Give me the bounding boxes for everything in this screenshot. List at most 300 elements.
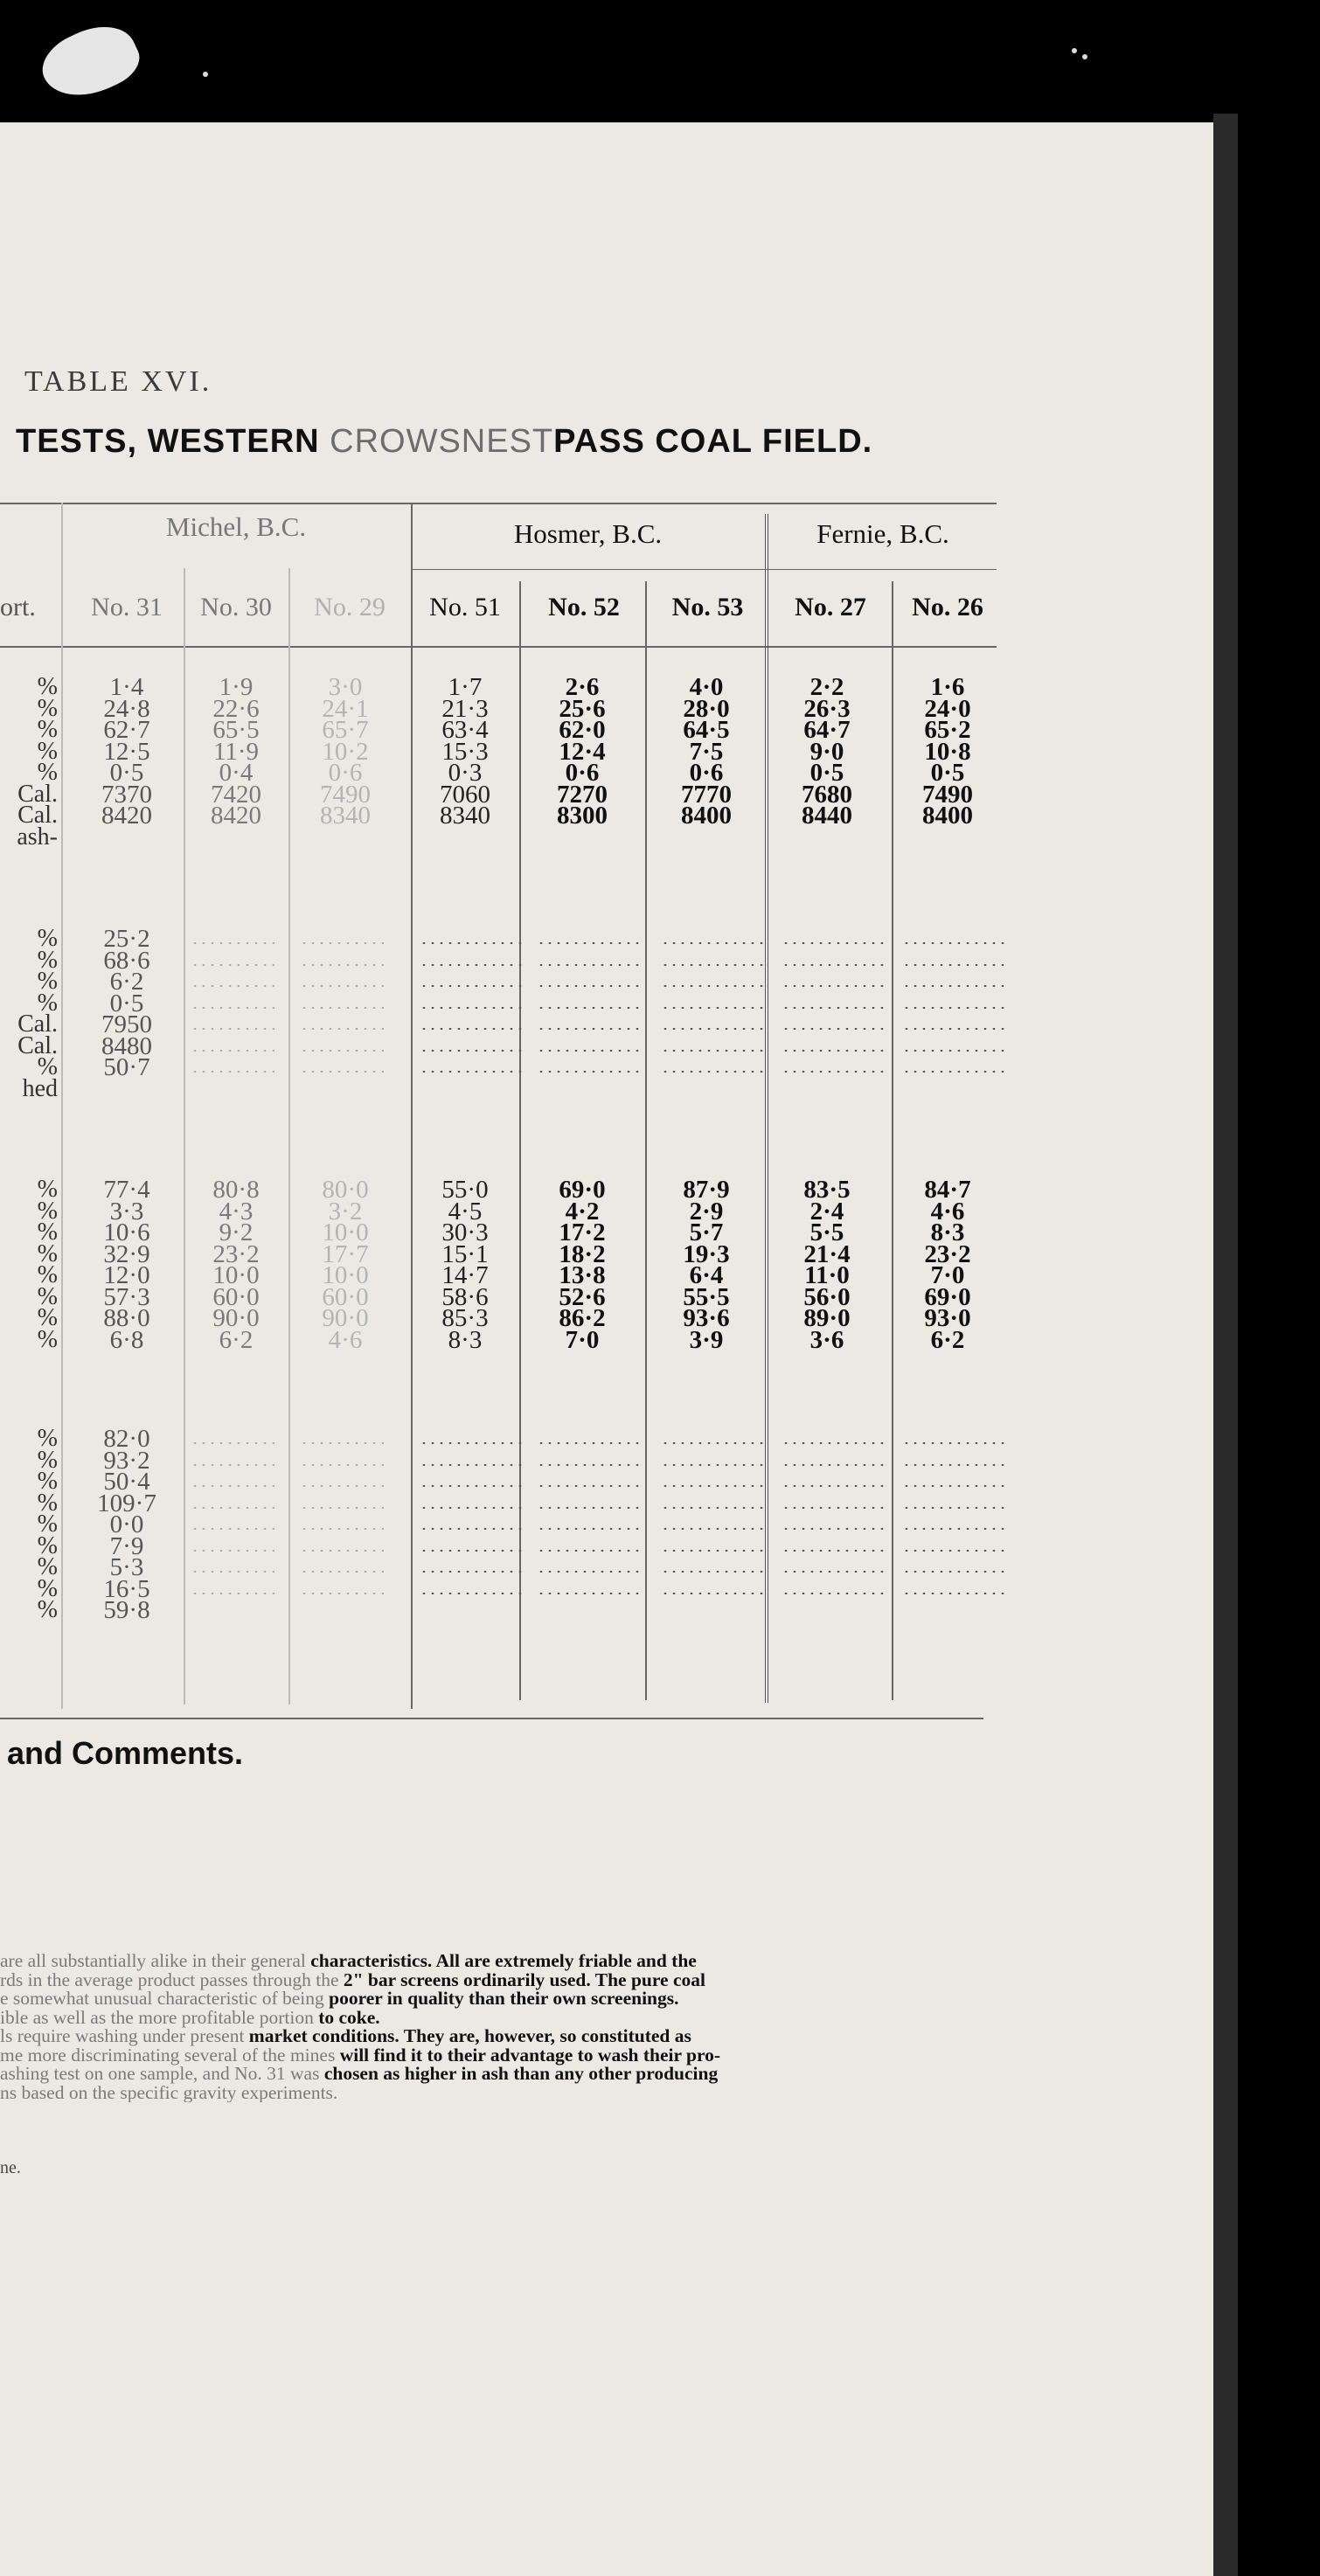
dot-leader: [902, 1593, 1009, 1594]
row-label: %: [37, 1219, 58, 1246]
table-cell: 18·2: [559, 1239, 606, 1268]
table-cell: 4·6: [930, 1197, 965, 1226]
paragraph-line: [0, 1968, 992, 1990]
table-cell: 69·0: [559, 1176, 606, 1204]
table-cell: 10·0: [212, 1261, 260, 1289]
table-cell: 60·0: [212, 1282, 260, 1311]
table-cell: 0·5: [930, 759, 965, 787]
table-cell: 93·0: [924, 1304, 971, 1332]
paragraph-faint-text: ashing test on one sample, and No. 31 was: [0, 2063, 324, 2084]
table-cell: 21·4: [803, 1239, 851, 1268]
table-cell: 30·3: [441, 1219, 489, 1246]
dot-leader: [902, 942, 1009, 944]
dot-leader: [661, 1485, 768, 1487]
table-cell: 8·3: [930, 1219, 965, 1246]
table-cell: 55·0: [441, 1176, 489, 1204]
dot-leader: [300, 1593, 384, 1594]
group-hosmer: Hosmer, B.C.: [513, 518, 663, 549]
table-cell: 59·8: [103, 1596, 150, 1624]
table-cell: 10·0: [322, 1261, 369, 1289]
table-cell: 93·2: [103, 1446, 150, 1475]
dot-leader: [661, 1507, 768, 1509]
column-header-no30: No. 30: [200, 593, 272, 621]
dot-leader: [902, 1507, 1009, 1509]
dot-leader: [782, 1464, 888, 1466]
dot-leader: [300, 964, 384, 966]
dot-leader: [191, 1571, 274, 1573]
table-cell: 4·2: [565, 1197, 600, 1226]
table-cell: 13·8: [559, 1261, 606, 1289]
table-cell: 11·0: [804, 1261, 850, 1289]
dot-leader: [537, 942, 643, 944]
table-cell: 6·2: [219, 1325, 254, 1354]
table-cell: 3·9: [689, 1325, 724, 1354]
dot-leader: [902, 1050, 1009, 1052]
dot-leader: [420, 942, 526, 944]
table-cell: 10·2: [322, 737, 369, 766]
dot-leader: [420, 1028, 526, 1030]
table-cell: 4·3: [219, 1197, 254, 1226]
dot-leader: [782, 942, 888, 944]
dot-leader: [537, 1050, 643, 1052]
paragraph-bold-text: characteristics. All are extremely friable and the: [310, 1952, 697, 1971]
dot-leader: [537, 1528, 643, 1530]
dot-leader: [902, 1007, 1009, 1009]
table-cell: 62·7: [103, 716, 150, 744]
paragraph-faint-text: ls require washing under present: [0, 2025, 249, 2046]
paragraph-line: [0, 1952, 992, 1971]
row-label: %: [37, 1468, 58, 1495]
dot-leader: [300, 1071, 384, 1073]
row-label: %: [37, 716, 58, 743]
row-label: Cal.: [17, 802, 58, 829]
table-cell: 60·0: [322, 1282, 369, 1311]
dot-leader: [537, 1464, 643, 1466]
table-cell: 80·8: [212, 1176, 260, 1204]
table-cell: 68·6: [103, 946, 150, 975]
column-divider: [61, 503, 63, 1709]
table-cell: 8420: [211, 802, 261, 830]
paragraph-line: [0, 2065, 992, 2084]
row-label: %: [37, 1574, 58, 1602]
table-cell: 57·3: [103, 1282, 150, 1311]
dot-leader: [782, 1071, 888, 1073]
dot-leader: [661, 1050, 768, 1052]
table-cell: 22·6: [212, 694, 260, 723]
paragraph-bold-text: chosen as higher in ash than any other producing: [323, 2063, 719, 2084]
row-label: %: [37, 1553, 58, 1580]
table-cell: 7680: [802, 780, 852, 809]
paragraph-faint-text: are all substantially alike in their general: [0, 1952, 311, 1971]
table-cell: 8300: [557, 802, 608, 830]
table-cell: 2·4: [809, 1197, 844, 1226]
table-cell: 9·2: [219, 1219, 254, 1246]
table-cell: 25·2: [103, 925, 150, 953]
group-michel: Michel, B.C.: [165, 511, 307, 542]
table-cell: 1·6: [930, 673, 965, 701]
table-cell: 7270: [557, 780, 608, 809]
dot-leader: [300, 1028, 384, 1030]
paragraph-bold-text: poorer in quality than their own screenings.: [329, 1988, 679, 2009]
row-label: %: [37, 1053, 58, 1080]
column-divider: [645, 581, 647, 1700]
column-divider: [765, 514, 768, 1703]
table-cell: 64·7: [803, 716, 851, 744]
paragraph-bold-text: 2" bar screens ordinarily used. The pure coal: [343, 1968, 705, 1990]
table-cell: 24·8: [103, 694, 150, 723]
dot-leader: [191, 1071, 274, 1073]
table-cell: 63·4: [441, 716, 489, 744]
dot-leader: [902, 985, 1009, 987]
table-cell: 93·6: [683, 1304, 730, 1332]
dot-leader: [661, 1593, 768, 1594]
dot-leader: [661, 1464, 768, 1466]
table-cell: 0·5: [109, 759, 144, 787]
dot-leader: [782, 1442, 888, 1444]
table-cell: 109·7: [97, 1489, 156, 1517]
dot-leader: [661, 964, 768, 966]
table-cell: 2·9: [689, 1197, 724, 1226]
table-cell: 7·0: [565, 1325, 600, 1354]
dot-leader: [661, 1571, 768, 1573]
column-header-no53: No. 53: [671, 593, 744, 621]
dot-leader: [902, 1442, 1009, 1444]
dot-leader: [902, 1528, 1009, 1530]
table-cell: 28·0: [683, 694, 730, 723]
scan-artifact: [1072, 48, 1077, 53]
dot-leader: [661, 1028, 768, 1030]
dot-leader: [537, 1507, 643, 1509]
paragraph-bold-text: to coke.: [318, 2006, 380, 2028]
table-cell: 24·0: [924, 694, 971, 723]
dot-leader: [782, 1028, 888, 1030]
table-cell: 5·7: [689, 1219, 724, 1246]
dot-leader: [782, 1485, 888, 1487]
table-cell: 64·5: [683, 716, 730, 744]
table-cell: 8480: [101, 1031, 152, 1060]
table-cell: 0·6: [689, 759, 724, 787]
paragraph-line: [0, 1989, 992, 2009]
table-cell: 1·4: [109, 673, 144, 701]
dot-leader: [537, 1485, 643, 1487]
table-cell: 3·3: [109, 1197, 144, 1226]
row-label: %: [37, 1176, 58, 1203]
dot-leader: [420, 1507, 526, 1509]
table-cell: 21·3: [441, 694, 489, 723]
table-cell: 17·2: [559, 1219, 606, 1246]
dot-leader: [300, 1528, 384, 1530]
dot-leader: [902, 964, 1009, 966]
row-label: %: [37, 694, 58, 722]
row-label: Cal.: [17, 1031, 58, 1059]
row-label: %: [37, 925, 58, 952]
table-cell: 1·9: [219, 673, 254, 701]
table-cell: 80·0: [322, 1176, 369, 1204]
table-cell: 17·7: [322, 1239, 369, 1268]
column-header-no31: No. 31: [91, 593, 163, 621]
page-edge-shadow: [1213, 114, 1238, 2576]
table-cell: 0·3: [448, 759, 483, 787]
table-cell: 8440: [802, 802, 852, 830]
column-divider: [519, 581, 521, 1700]
table-cell: 12·4: [559, 737, 606, 766]
row-label: %: [37, 968, 58, 995]
dot-leader: [420, 1442, 526, 1444]
table-cell: 8400: [922, 802, 973, 830]
table-cell: 58·6: [441, 1282, 489, 1311]
paragraph-faint-text: me more discriminating several of the mines: [0, 2044, 340, 2066]
dot-leader: [420, 1571, 526, 1573]
dot-leader: [300, 1550, 384, 1552]
row-label: %: [37, 1197, 58, 1225]
dot-leader: [420, 1050, 526, 1052]
dot-leader: [661, 1007, 768, 1009]
table-cell: 90·0: [322, 1304, 369, 1332]
dot-leader: [782, 1550, 888, 1552]
table-cell: 15·3: [441, 737, 489, 766]
header-rule: [0, 646, 997, 648]
table-cell: 5·5: [809, 1219, 844, 1246]
table-cell: 24·1: [322, 694, 369, 723]
table-cell: 1·7: [448, 673, 483, 701]
dot-leader: [300, 1464, 384, 1466]
table-cell: 7370: [101, 780, 152, 809]
remarks-heading: and Comments.: [7, 1735, 244, 1771]
paragraph-faint-text: ible as well as the more profitable portion: [0, 2006, 319, 2028]
table-cell: 85·3: [441, 1304, 489, 1332]
row-label: Cal.: [17, 780, 58, 808]
dot-leader: [420, 1007, 526, 1009]
dot-leader: [191, 1485, 274, 1487]
row-label: %: [37, 946, 58, 974]
dot-leader: [420, 1528, 526, 1530]
row-stub-header: ort.: [0, 593, 36, 621]
table-cell: 10·6: [103, 1219, 150, 1246]
dot-leader: [782, 964, 888, 966]
dot-leader: [191, 1028, 274, 1030]
paragraph-line: [0, 2046, 992, 2066]
table-cell: 7·9: [109, 1531, 144, 1560]
row-label: %: [37, 1425, 58, 1452]
dot-leader: [537, 1007, 643, 1009]
dot-leader: [420, 985, 526, 987]
table-cell: 23·2: [924, 1239, 971, 1268]
table-cell: 86·2: [559, 1304, 606, 1332]
table-cell: 84·7: [924, 1176, 971, 1204]
table-cell: 90·0: [212, 1304, 260, 1332]
table-bottom-rule: [0, 1718, 983, 1719]
table-cell: 7770: [681, 780, 732, 809]
table-cell: 15·1: [441, 1239, 489, 1268]
dot-leader: [300, 1571, 384, 1573]
row-label: %: [37, 673, 58, 700]
dot-leader: [537, 985, 643, 987]
dot-leader: [420, 1550, 526, 1552]
table-cell: 7950: [101, 1010, 152, 1038]
paragraph-line: [0, 2006, 992, 2028]
table-cell: 4·6: [328, 1325, 363, 1354]
table-cell: 10·8: [924, 737, 971, 766]
dot-leader: [782, 1050, 888, 1052]
column-header-no26: No. 26: [912, 593, 983, 621]
table-cell: 32·9: [103, 1239, 150, 1268]
table-cell: 69·0: [924, 1282, 971, 1311]
row-label: %: [37, 759, 58, 786]
dot-leader: [300, 1507, 384, 1509]
table-cell: 65·2: [924, 716, 971, 744]
dot-leader: [902, 1571, 1009, 1573]
dot-leader: [661, 1550, 768, 1552]
table-number: TABLE XVI.: [24, 365, 212, 398]
table-cell: 88·0: [103, 1304, 150, 1332]
table-cell: 8340: [440, 802, 490, 830]
dot-leader: [300, 1485, 384, 1487]
table-cell: 5·3: [109, 1553, 144, 1581]
table-cell: 7420: [211, 780, 261, 809]
table-cell: 0·6: [328, 759, 363, 787]
table-cell: 4·5: [448, 1197, 483, 1226]
dot-leader: [661, 1071, 768, 1073]
table-cell: 7·5: [689, 737, 724, 766]
table-cell: 8420: [101, 802, 152, 830]
dot-leader: [661, 985, 768, 987]
table-cell: 50·7: [103, 1053, 150, 1081]
dot-leader: [191, 1007, 274, 1009]
dot-leader: [191, 1442, 274, 1444]
group-underline: [411, 569, 997, 570]
row-label: %: [37, 1261, 58, 1288]
paragraph-faint-text: ns based on the specific gravity experiments.: [0, 2081, 338, 2102]
dot-leader: [300, 1007, 384, 1009]
table-cell: 9·0: [809, 737, 844, 766]
row-label: Cal.: [17, 1010, 58, 1038]
table-cell: 2·2: [809, 673, 844, 701]
table-cell: 3·6: [809, 1325, 844, 1354]
row-label: %: [37, 1446, 58, 1474]
column-header-no52: No. 52: [548, 593, 620, 621]
row-label: %: [37, 989, 58, 1017]
dot-leader: [300, 1442, 384, 1444]
footer-fragment: ne.: [0, 2158, 21, 2177]
dot-leader: [191, 942, 274, 944]
dot-leader: [782, 1593, 888, 1594]
table-cell: 8·3: [448, 1325, 483, 1354]
table-cell: 26·3: [803, 694, 851, 723]
dot-leader: [191, 985, 274, 987]
table-cell: 62·0: [559, 716, 606, 744]
table-cell: 0·5: [109, 989, 144, 1017]
dot-leader: [537, 964, 643, 966]
dot-leader: [537, 1571, 643, 1573]
table-cell: 8400: [681, 802, 732, 830]
dot-leader: [902, 1028, 1009, 1030]
remarks-paragraph: [0, 1952, 992, 2102]
table-cell: 2·6: [565, 673, 600, 701]
dot-leader: [661, 1442, 768, 1444]
dot-leader: [420, 1464, 526, 1466]
dot-leader: [537, 1550, 643, 1552]
dot-leader: [782, 1571, 888, 1573]
table-cell: 87·9: [683, 1176, 730, 1204]
table-cell: 10·0: [322, 1219, 369, 1246]
column-header-no29: No. 29: [314, 593, 386, 621]
table-cell: 65·5: [212, 716, 260, 744]
dot-leader: [420, 1593, 526, 1594]
scan-artifact: [33, 13, 147, 111]
table-cell: 52·6: [559, 1282, 606, 1311]
table-cell: 77·4: [103, 1176, 150, 1204]
table-cell: 0·5: [809, 759, 844, 787]
row-label: %: [37, 1510, 58, 1538]
dot-leader: [191, 1550, 274, 1552]
table-cell: 56·0: [803, 1282, 851, 1311]
table-title: [16, 423, 872, 461]
dot-leader: [420, 1071, 526, 1073]
table-cell: 89·0: [803, 1304, 851, 1332]
dot-leader: [537, 1442, 643, 1444]
dot-leader: [902, 1071, 1009, 1073]
dot-leader: [902, 1485, 1009, 1487]
paragraph-line: [0, 2027, 992, 2046]
row-label: %: [37, 1489, 58, 1517]
dot-leader: [661, 1528, 768, 1530]
row-label: ash-: [17, 823, 58, 851]
column-header-no51: No. 51: [429, 593, 501, 621]
dot-leader: [420, 964, 526, 966]
dot-leader: [191, 1050, 274, 1052]
title-part-faint: CROWSNEST: [330, 423, 554, 460]
table-cell: 6·4: [689, 1261, 724, 1289]
dot-leader: [537, 1028, 643, 1030]
table-cell: 7490: [320, 780, 371, 809]
row-label: hed: [22, 1074, 58, 1102]
dot-leader: [902, 1550, 1009, 1552]
dot-leader: [191, 1593, 274, 1594]
table-top-rule: [0, 503, 997, 504]
table-cell: 82·0: [103, 1425, 150, 1453]
table-cell: 4·0: [689, 673, 724, 701]
table-cell: 6·8: [109, 1325, 144, 1354]
paragraph-bold-text: will find it to their advantage to wash their pro-: [339, 2044, 721, 2066]
dot-leader: [782, 1507, 888, 1509]
dot-leader: [782, 985, 888, 987]
group-fernie: Fernie, B.C.: [816, 518, 949, 549]
row-label: %: [37, 1304, 58, 1331]
table-cell: 11·9: [212, 737, 260, 766]
dot-leader: [191, 1528, 274, 1530]
table-cell: 7·0: [930, 1261, 965, 1289]
scan-artifact: [1082, 54, 1087, 59]
table-cell: 12·5: [103, 737, 150, 766]
dot-leader: [902, 1464, 1009, 1466]
row-label: %: [37, 737, 58, 765]
dot-leader: [782, 1528, 888, 1530]
row-label: %: [37, 1282, 58, 1310]
paragraph-faint-text: e somewhat unusual characteristic of being: [0, 1988, 330, 2009]
table-cell: 12·0: [103, 1261, 150, 1289]
paragraph-line: [0, 2081, 992, 2103]
table-cell: 16·5: [103, 1574, 150, 1603]
table-cell: 50·4: [103, 1468, 150, 1496]
row-label: %: [37, 1325, 58, 1353]
title-part-b: PASS COAL FIELD.: [553, 423, 873, 460]
table-cell: 7490: [922, 780, 973, 809]
column-divider: [892, 581, 893, 1700]
title-part-a: TESTS, WESTERN: [16, 423, 320, 460]
paragraph-faint-text: rds in the average product passes through the: [0, 1968, 344, 1990]
row-label: %: [37, 1596, 58, 1623]
dot-leader: [191, 964, 274, 966]
